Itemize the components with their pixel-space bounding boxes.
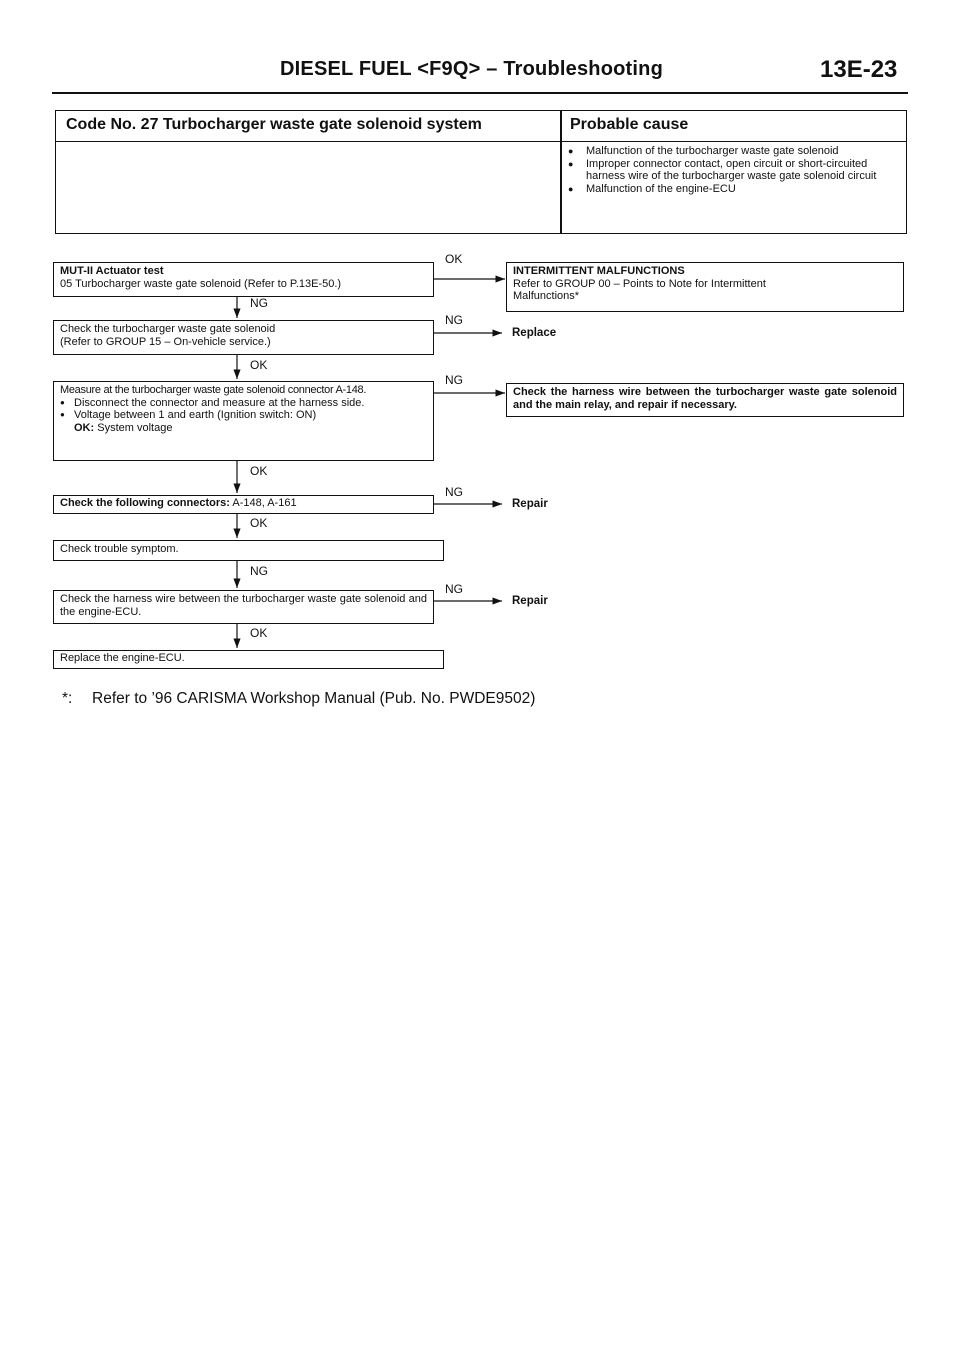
step-bullet: ● Voltage between 1 and earth (Ignition switch: ON) [60, 409, 427, 422]
step-text: Check trouble symptom. [60, 543, 179, 555]
ok-criteria [60, 422, 427, 435]
step-label: Check the following connectors: [60, 497, 230, 509]
step-text: 05 Turbocharger waste gate solenoid (Refer to P.13E-50.) [60, 277, 342, 290]
box-text: Check the harness wire between the turbocharger waste gate solenoid and the main relay, and repair if necessary. [513, 386, 897, 411]
cause-item: ● Malfunction of the engine-ECU [566, 183, 896, 196]
intermittent-malfunctions-box [506, 262, 904, 312]
box-title: INTERMITTENT MALFUNCTIONS [513, 265, 685, 277]
footnote-marker: *: [62, 690, 73, 707]
result-repair: Repair [512, 498, 548, 510]
result-replace: Replace [512, 327, 557, 339]
ok-label: OK [250, 626, 268, 640]
ok-criteria-label: OK: [74, 421, 95, 434]
box-text: Refer to GROUP 00 – Points to Note for Intermittent [513, 277, 766, 290]
step-text: Measure at the turbocharger waste gate solenoid connector A-148. [60, 384, 367, 396]
step-value: A-148, A-161 [232, 497, 297, 509]
result-repair: Repair [512, 595, 548, 607]
step-text: Check the turbocharger waste gate solenoid [60, 323, 276, 335]
step-actuator-test [53, 262, 434, 297]
footnote-text: Refer to ’96 CARISMA Workshop Manual (Pub. No. PWDE9502) [92, 690, 536, 707]
page-title: DIESEL FUEL <F9Q> – Troubleshooting [280, 58, 663, 80]
ng-label: NG [445, 582, 463, 596]
check-harness-main-relay-box [506, 383, 904, 417]
ok-label: OK [250, 464, 268, 478]
box-text: Malfunctions* [513, 290, 580, 302]
step-bullet: ● Disconnect the connector and measure at the harness side. [60, 397, 427, 410]
code-title: Code No. 27 Turbocharger waste gate solenoid system [66, 116, 482, 133]
cause-item: ● Malfunction of the turbocharger waste gate solenoid [566, 145, 896, 158]
step-text: Replace the engine-ECU. [60, 652, 185, 664]
ng-label: NG [250, 564, 268, 578]
probable-cause-heading: Probable cause [570, 116, 689, 133]
ng-label: NG [445, 485, 463, 499]
step-bullets [60, 397, 427, 422]
step-replace-ecu [53, 650, 444, 669]
step-check-harness-ecu [53, 590, 434, 624]
ok-label: OK [250, 358, 268, 372]
ng-label: NG [445, 313, 463, 327]
footnote [62, 690, 535, 708]
ok-label: OK [250, 516, 268, 530]
ng-label: NG [445, 373, 463, 387]
step-text: Check the harness wire between the turbocharger waste gate solenoid and the engine-ECU. [60, 593, 427, 618]
step-check-symptom [53, 540, 444, 561]
ng-label: NG [250, 296, 268, 310]
page-number: 13E-23 [820, 56, 898, 83]
ok-label: OK [445, 252, 463, 266]
step-check-connectors [53, 495, 434, 514]
step-check-solenoid [53, 320, 434, 355]
step-title: MUT-II Actuator test [60, 265, 164, 277]
step-measure-voltage [53, 381, 434, 461]
step-text: (Refer to GROUP 15 – On-vehicle service.) [60, 335, 271, 348]
ok-criteria-value: System voltage [97, 421, 173, 434]
cause-item: ● Improper connector contact, open circuit or short-circuited harness wire of the turbocharger waste gate solenoid circuit [566, 158, 896, 183]
